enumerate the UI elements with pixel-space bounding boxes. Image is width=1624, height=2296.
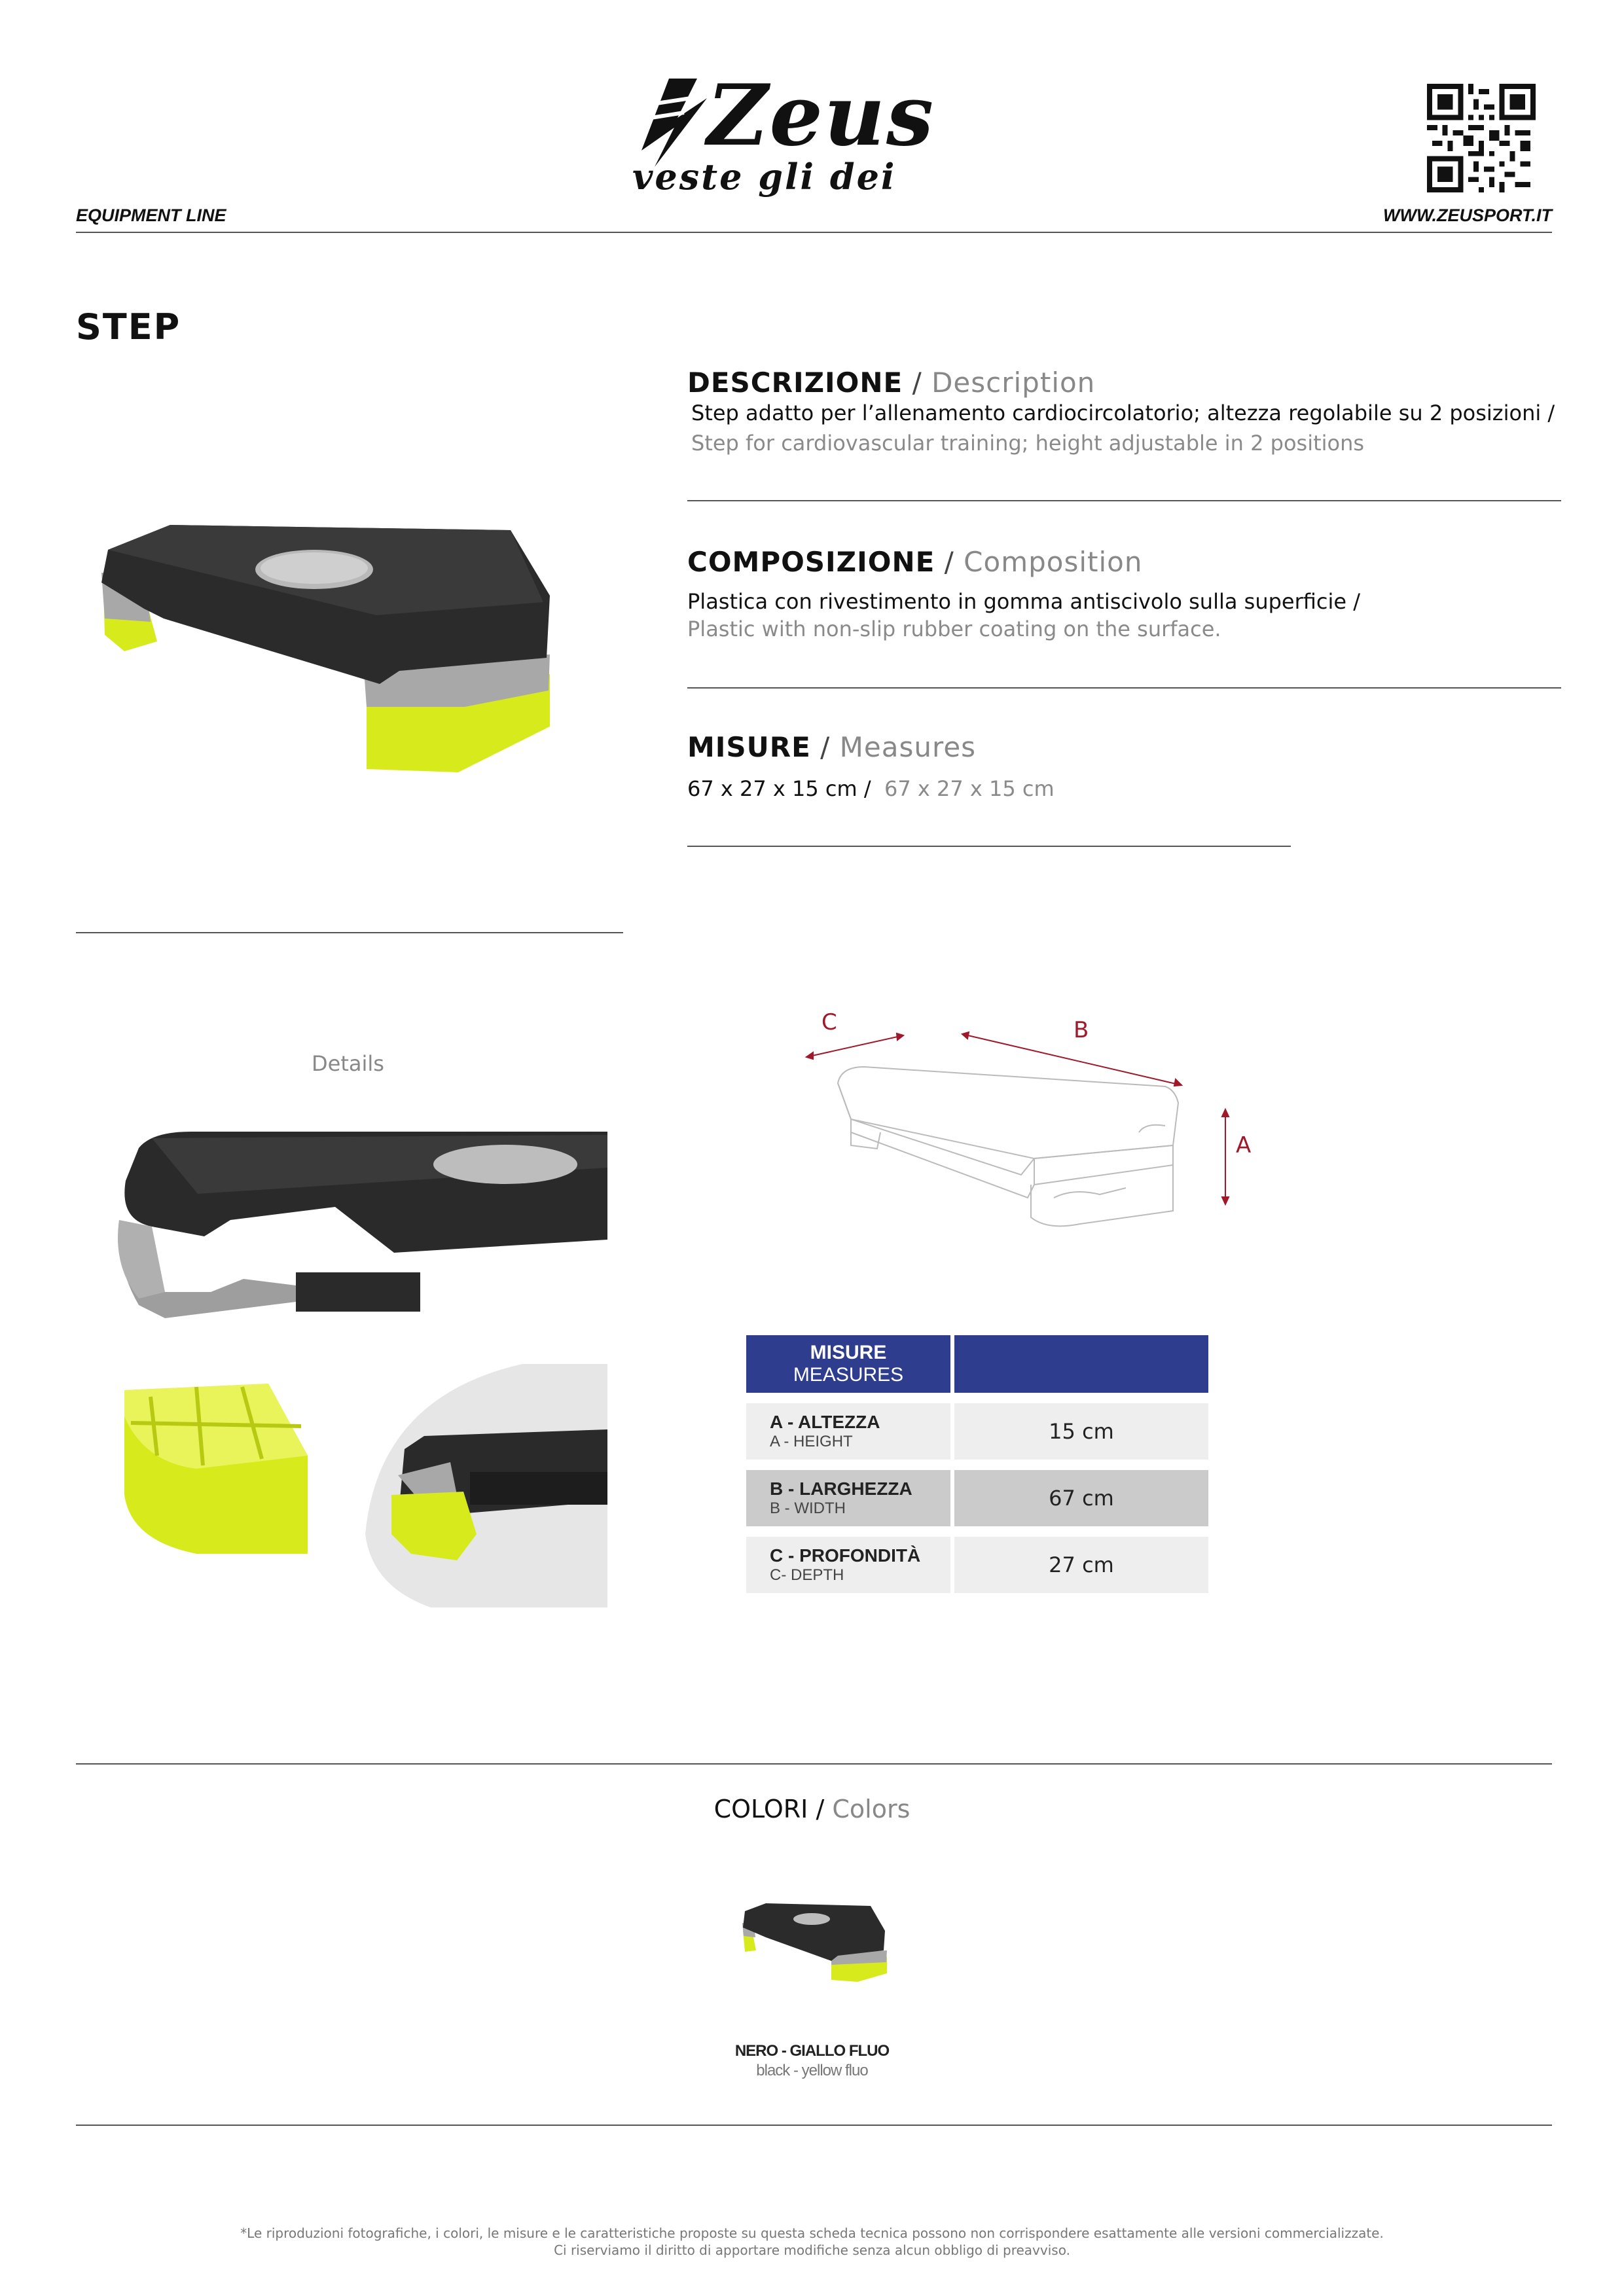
measures-value-en: 67 x 27 x 15 cm [884,776,1055,801]
table-row [746,1403,1208,1460]
description-title-it: DESCRIZIONE [687,367,903,399]
product-title: STEP [76,306,181,348]
row-label-en: B - WIDTH [770,1499,846,1517]
colors-title: COLORI / Colors [713,1795,911,1823]
product-image-step [92,511,563,785]
measures-table-header-en: MEASURES [793,1364,904,1386]
composition-title-en: Composition [964,546,1143,578]
colors-bottom-divider [76,2125,1552,2126]
swatch-name-en: black - yellow fluo [756,2062,868,2079]
composition-text-en: Plastic with non-slip rubber coating on the surface. [687,617,1221,641]
row-label-it: A - ALTEZZA [770,1412,880,1432]
composition-text-it: Plastica con rivestimento in gomma antiscivolo sulla superficie / [687,589,1361,614]
row-label-en: C- DEPTH [770,1566,844,1584]
brand-name: Zeus [707,67,935,165]
composition-divider [687,687,1561,689]
description-text-en: Step for cardiovascular training; height adjustable in 2 positions [691,431,1365,456]
measures-title: MISURE / Measures [687,731,977,763]
colors-top-divider [76,1763,1552,1765]
header-divider [76,232,1552,233]
colors-title-en: Colors [832,1795,911,1823]
color-swatch-image[interactable] [740,1898,890,1983]
measures-divider [687,846,1291,847]
measures-table-header-it: MISURE [810,1342,887,1363]
row-label [746,1537,950,1593]
measures-title-en: Measures [839,731,977,763]
brand-tagline: veste gli dei [632,156,897,198]
row-value: 67 cm [954,1470,1208,1526]
colors-title-it: COLORI [713,1795,808,1823]
dimension-label-a: A [1236,1132,1252,1158]
description-text-it: Step adatto per l’allenamento cardiocircolatorio; altezza regolabile su 2 posizioni / [691,401,1555,425]
table-row [746,1537,1208,1593]
table-row [746,1470,1208,1526]
row-label-it: B - LARGHEZZA [770,1479,912,1499]
detail-image-underside [352,1364,607,1607]
detail-image-corner [113,1128,607,1359]
website-link[interactable]: WWW.ZEUSPORT.IT [1383,206,1552,225]
row-label-en: A - HEIGHT [770,1433,853,1450]
composition-title-it: COMPOSIZIONE [687,546,935,578]
row-label-it: C - PROFONDITÀ [770,1545,921,1566]
detail-image-leg [118,1377,314,1560]
dimension-label-c: C [821,1009,837,1035]
equipment-line-label: EQUIPMENT LINE [76,206,226,225]
composition-title: COMPOSIZIONE / Composition [687,546,1143,578]
swatch-name-it: NERO - GIALLO FLUO [734,2042,890,2060]
description-title-en: Description [931,367,1096,399]
row-label [746,1403,950,1460]
measures-table [742,1325,1212,1604]
footer-disclaimer-line1: *Le riproduzioni fotografiche, i colori, le misure e le caratteristiche proposte su questa scheda tecnica possono non corrispondere esattamente alle versioni commercializzate. [240,2225,1384,2241]
measures-value-it: 67 x 27 x 15 cm / [687,776,871,801]
left-column-divider [76,932,623,933]
description-divider [687,500,1561,501]
measures-table-header [746,1335,950,1393]
row-value: 27 cm [954,1537,1208,1593]
description-title: DESCRIZIONE / Description [687,367,1096,399]
footer-disclaimer-line2: Ci riserviamo il diritto di apportare modifiche senza alcun obbligo di preavviso. [554,2242,1070,2258]
brand-logo [628,67,1008,203]
qr-code [1427,84,1536,192]
row-label [746,1470,950,1526]
dimension-label-b: B [1074,1017,1089,1043]
details-label: Details [312,1051,384,1076]
measures-title-it: MISURE [687,731,811,763]
measures-text-it [687,776,1055,801]
dimension-diagram [772,1001,1270,1250]
measures-table-header-blank [954,1335,1208,1393]
row-value: 15 cm [954,1403,1208,1460]
